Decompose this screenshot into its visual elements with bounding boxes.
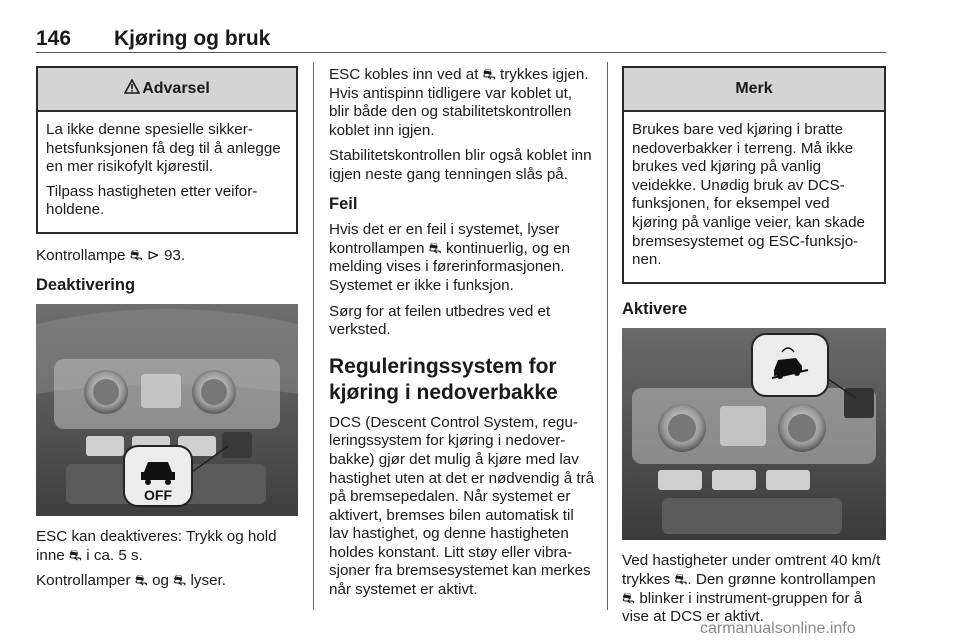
column-2 (329, 66, 595, 607)
dcs-text: DCS (Descent Control System, regu-leringssystem for kjøring i nedover-bakke) gjør det mulig å kjøre med lav hastighet uten at det er nødvendig å trå på bremsepedalen. Når systemet er aktivert, bremses bilen automatisk til lav hastighet, og denne hastigheten holdes konstant. Litt støy eller vibra-sjoner fra bremsesystemet kan merkes når systemet er aktivt. (329, 413, 595, 599)
watermark: carmanualsonline.info (700, 620, 856, 637)
activate-text: Ved hastigheter under omtrent 40 km/t trykkes ⛐. Den grønne kontrollampen ⛐ blinker i instrument-gruppen for å vise at DCS er aktivt. (622, 552, 881, 626)
warning-text-1: La ikke denne spesielle sikker-hetsfunksjonen få deg til å anlegge en mer risikofylt kjørestil. (46, 121, 281, 176)
heading-deactivate: Deaktivering (36, 275, 136, 294)
stability-reactivate-text: Stabilitetskontrollen blir også koblet inn igjen neste gang tenningen slås på. (329, 147, 592, 183)
column-divider-1 (313, 62, 314, 610)
note-box (622, 66, 886, 284)
warning-triangle-icon (124, 79, 140, 100)
figure-esc-button (36, 304, 298, 516)
column-3 (622, 66, 886, 634)
deactivate-text: ESC kan deaktiveres: Trykk og hold inne ⛐ i ca. 5 s. (36, 528, 277, 564)
warning-box (36, 66, 298, 234)
fault-text: Hvis det er en feil i systemet, lyser kontrollampen ⛐ kontinuerlig, og en melding vises i førerinformasjonen. Systemet er ikke i funksjon. (329, 221, 571, 294)
heading-dcs: Reguleringssystem for kjøring i nedoverbakke (329, 354, 558, 404)
warning-box-header (38, 68, 296, 112)
lamps-text: Kontrollamper ⛐ og ⛐ lyser. (36, 572, 226, 590)
note-text: Brukes bare ved kjøring i bratte nedoverbakker i terreng. Må ikke brukes ved kjøring på vanlig veidekke. Unødig bruk av DCS-funksjonen, for eksempel ved kjøring på vanlige veier, kan skade bremsesystemet og ESC-funksjo-nen. (632, 121, 866, 269)
column-divider-2 (607, 62, 608, 610)
heading-activate: Aktivere (622, 299, 688, 318)
note-title: Merk (735, 79, 773, 97)
figure-dcs-button (622, 328, 886, 540)
header-rule (36, 52, 886, 53)
page-title: Kjøring og bruk (114, 27, 271, 50)
esc-reactivate-text: ESC kobles inn ved at ⛐ trykkes igjen. Hvis antispinn tidligere var koblet ut, blir både den og stabilitetskontrollen koblet inn igjen. (329, 66, 589, 139)
note-box-header (624, 68, 884, 112)
heading-fault: Feil (329, 194, 358, 213)
warning-text-2: Tilpass hastigheten etter veifor-holdene. (46, 182, 258, 219)
indicator-reference: Kontrollampe ⛐ ⊳ 93. (36, 246, 186, 264)
page-number: 146 (36, 27, 72, 50)
off-button-label: OFF (144, 487, 172, 504)
workshop-text: Sørg for at feilen utbedres ved et verksted. (329, 302, 551, 339)
warning-title: Advarsel (142, 79, 210, 97)
column-1 (36, 66, 298, 598)
